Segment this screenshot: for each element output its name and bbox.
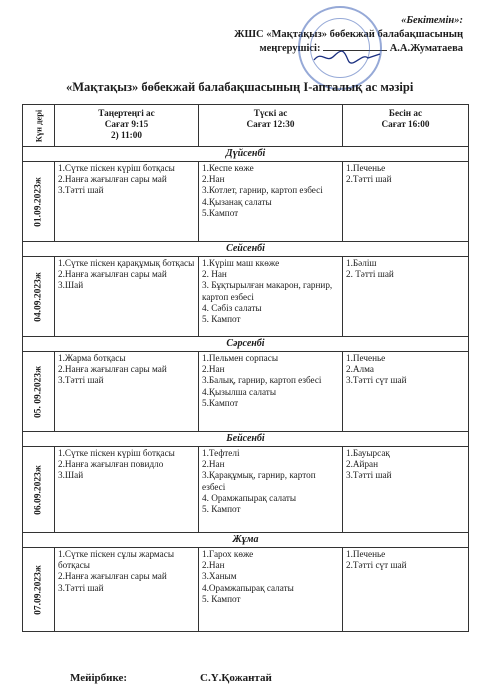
dish-item: 3.Котлет, гарнир, картоп езбесі bbox=[202, 185, 323, 196]
dish-item: 1.Сүтке піскен күріш ботқасы bbox=[58, 448, 175, 458]
nurse-name: С.Ү.Қожантай bbox=[200, 672, 272, 684]
approval-org: ЖШС «Мақтақыз» бөбекжай балабақшасының bbox=[234, 29, 463, 40]
dish-item: 2.Нанға жағылған сары май bbox=[58, 571, 167, 582]
document-title: «Мақтақыз» бөбекжай балабақшасының I-апталық ас мәзірі bbox=[66, 80, 414, 94]
dish-item: 3.Шай bbox=[58, 280, 84, 291]
date-label: 06.09.2023ж bbox=[32, 464, 43, 515]
dish-item: 3.Тәтті шай bbox=[346, 470, 392, 481]
table-header-row bbox=[23, 105, 469, 147]
date-cell bbox=[23, 548, 55, 632]
dish-item: 1.Гарох көже bbox=[202, 549, 254, 559]
breakfast-cell bbox=[55, 548, 199, 632]
dish-item: 1.Печенье bbox=[346, 549, 386, 559]
dish-item: 2.Нанға жағылған повидло bbox=[58, 459, 164, 470]
dish-item: 2.Нанға жағылған сары май bbox=[58, 269, 167, 280]
manager-name: А.А.Жуматаева bbox=[389, 43, 463, 54]
date-cell bbox=[23, 447, 55, 533]
dish-item: 1.Бауырсақ bbox=[346, 448, 390, 458]
approval-title: «Бекітемін»: bbox=[401, 15, 463, 26]
signature-mark bbox=[312, 48, 382, 66]
dish-item: 2.Нан bbox=[202, 174, 225, 185]
dish-item: 1.Сүтке піскен қарақұмық ботқасы bbox=[58, 258, 195, 268]
breakfast-cell bbox=[55, 352, 199, 432]
dish-item: 4.Қызанақ салаты bbox=[202, 196, 272, 207]
dish-item: 2. Тәтті шай bbox=[346, 269, 394, 280]
weekday-label: Жұма bbox=[23, 533, 469, 548]
dish-item: 3.Қарақұмық, гарнир, картоп езбесі bbox=[202, 470, 316, 492]
weekday-label: Дүйсенбі bbox=[23, 147, 469, 162]
menu-row bbox=[23, 257, 469, 337]
menu-row bbox=[23, 162, 469, 242]
weekday-row bbox=[23, 242, 469, 257]
dish-item: 1.Печенье bbox=[346, 163, 386, 173]
snack-cell bbox=[343, 352, 469, 432]
lunch-cell bbox=[199, 162, 343, 242]
menu-row bbox=[23, 447, 469, 533]
lunch-cell bbox=[199, 447, 343, 533]
dish-item: 1.Күріш маш ккөже bbox=[202, 258, 280, 268]
dish-item: 2.Нан bbox=[202, 364, 225, 375]
dish-item: 5. Кампот bbox=[202, 314, 241, 325]
date-column-header bbox=[23, 105, 55, 147]
lunch-cell bbox=[199, 352, 343, 432]
dish-item: 2.Айран bbox=[346, 459, 379, 470]
manager-label: меңгерушісі: bbox=[259, 43, 321, 54]
menu-row bbox=[23, 548, 469, 632]
dish-item: 2.Тәтті шай bbox=[346, 174, 392, 185]
dish-item: 2.Тәтті сүт шай bbox=[346, 560, 407, 571]
snack-cell bbox=[343, 447, 469, 533]
dish-item: 1.Сүтке піскен күріш ботқасы bbox=[58, 163, 175, 173]
dish-item: 3.Тәтті сүт шай bbox=[346, 375, 407, 386]
lunch-column-header: Түскі ас Сағат 12:30 bbox=[199, 105, 343, 147]
dish-item: 1.Кеспе көже bbox=[202, 163, 254, 173]
breakfast-cell bbox=[55, 257, 199, 337]
date-label: 01.09.2023ж bbox=[32, 176, 43, 227]
date-label: 07.09.2023ж bbox=[32, 564, 43, 615]
weekday-row bbox=[23, 337, 469, 352]
snack-cell bbox=[343, 548, 469, 632]
date-label: 05. 09.2023ж bbox=[32, 365, 43, 418]
dish-item: 5. Кампот bbox=[202, 504, 241, 515]
dish-item: 3.Тәтті шай bbox=[58, 375, 104, 386]
dish-item: 2. Нан bbox=[202, 269, 227, 280]
snack-cell bbox=[343, 257, 469, 337]
snack-column-header: Бесін ас Сағат 16:00 bbox=[343, 105, 469, 147]
dish-item: 1.Жарма ботқасы bbox=[58, 353, 126, 363]
dish-item: 1.Печенье bbox=[346, 353, 386, 363]
dish-item: 5.Кампот bbox=[202, 397, 239, 408]
nurse-label: Мейірбике: bbox=[70, 672, 128, 684]
dish-item: 3.Тәтті шай bbox=[58, 582, 104, 593]
dish-item: 4. Сәбіз салаты bbox=[202, 302, 262, 313]
breakfast-cell bbox=[55, 447, 199, 533]
dish-item: 2.Нанға жағылған сары май bbox=[58, 174, 167, 185]
breakfast-column-header: Таңертеңгі ас Сағат 9:15 2) 11:00 bbox=[55, 105, 199, 147]
weekday-row bbox=[23, 432, 469, 447]
weekday-row bbox=[23, 147, 469, 162]
dish-item: 1.Сүтке піскен сұлы жармасы ботқасы bbox=[58, 549, 174, 571]
date-cell bbox=[23, 162, 55, 242]
weekday-label: Бейсенбі bbox=[23, 432, 469, 447]
dish-item: 2.Нан bbox=[202, 560, 225, 571]
dish-item: 5. Кампот bbox=[202, 593, 241, 604]
dish-item: 5.Кампот bbox=[202, 207, 239, 218]
dish-item: 4.Орамжапырақ салаты bbox=[202, 582, 294, 593]
date-cell bbox=[23, 257, 55, 337]
dish-item: 3.Тәтті шай bbox=[58, 185, 104, 196]
dish-item: 3.Балық, гарнир, картоп езбесі bbox=[202, 375, 322, 386]
dish-item: 2.Алма bbox=[346, 364, 374, 375]
dish-item: 4. Орамжапырақ салаты bbox=[202, 492, 297, 503]
dish-item: 1.Бәліш bbox=[346, 258, 377, 268]
date-label: 04.09.2023ж bbox=[32, 271, 43, 322]
lunch-cell bbox=[199, 257, 343, 337]
weekday-label: Сейсенбі bbox=[23, 242, 469, 257]
dish-item: 4.Қызылша салаты bbox=[202, 386, 276, 397]
date-header-label: Күн дері bbox=[33, 109, 43, 142]
dish-item: 3.Ханым bbox=[202, 571, 237, 582]
dish-item: 1.Тефтелі bbox=[202, 448, 240, 458]
lunch-cell bbox=[199, 548, 343, 632]
weekday-label: Сәрсенбі bbox=[23, 337, 469, 352]
menu-table bbox=[22, 104, 469, 632]
dish-item: 3.Шай bbox=[58, 470, 84, 481]
dish-item: 2.Нанға жағылған сары май bbox=[58, 364, 167, 375]
menu-row bbox=[23, 352, 469, 432]
breakfast-cell bbox=[55, 162, 199, 242]
weekday-row bbox=[23, 533, 469, 548]
date-cell bbox=[23, 352, 55, 432]
dish-item: 1.Пельмен сорпасы bbox=[202, 353, 278, 363]
dish-item: 3. Бұқтырылған макарон, гарнир, картоп езбесі bbox=[202, 280, 333, 302]
snack-cell bbox=[343, 162, 469, 242]
dish-item: 2.Нан bbox=[202, 459, 225, 470]
